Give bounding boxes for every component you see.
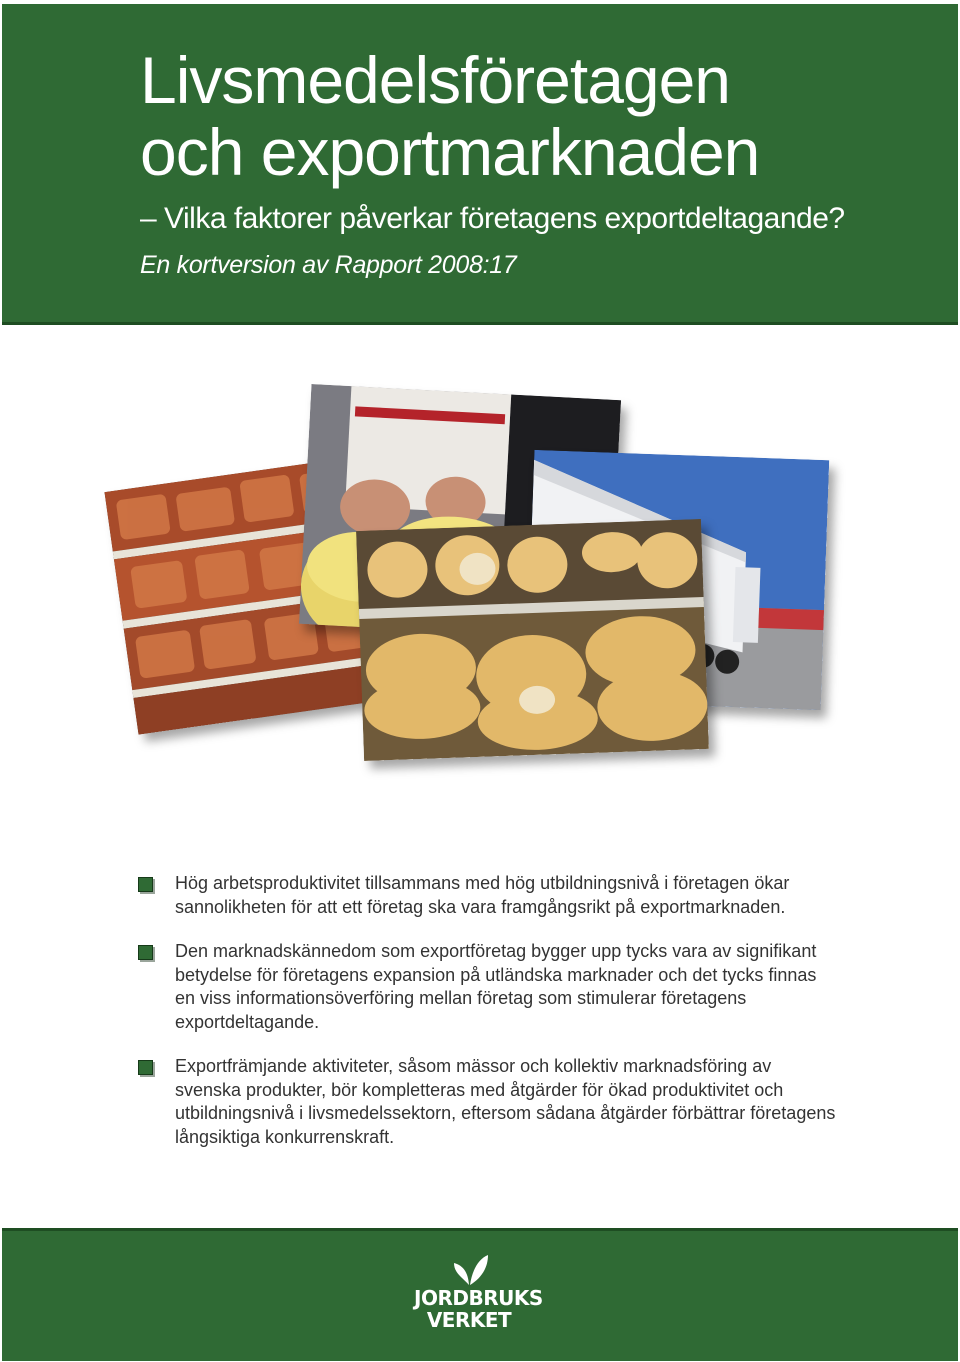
leaf-icon <box>414 1253 524 1287</box>
square-bullet-icon <box>138 877 153 892</box>
photo-cheese-shelf <box>356 519 709 761</box>
square-bullet-icon <box>138 945 153 960</box>
key-findings-list <box>138 872 838 1170</box>
list-item <box>138 872 838 919</box>
bullet-text: Exportfrämjande aktiviteter, såsom mässor och kollektiv marknadsföring av svenska produkter, bör kompletteras med åtgärder för ökad produktivitet och utbildningsnivå i livsmedelssektorn, eftersom sådana åtgärder förbättrar företagens långsiktiga konkurrenskraft. <box>175 1056 836 1147</box>
bullet-text: Hög arbetsproduktivitet tillsammans med hög utbildningsnivå i företagen ökar sannolikheten för att ett företag ska vara framgångsrikt på exportmarknaden. <box>175 873 790 917</box>
header-banner <box>2 4 958 325</box>
subtitle: – Vilka faktorer påverkar företagens exportdeltagande? <box>140 202 845 235</box>
title-line-1: Livsmedelsföretagen <box>140 43 731 117</box>
bullet-text: Den marknadskännedom som exportföretag bygger upp tycks vara av signifikant betydelse för företagens expansion på utländska marknader och det tycks finnas en viss informationsöverföring mellan företag som stimulerar företagens exportdeltagande. <box>175 941 817 1032</box>
report-version: En kortversion av Rapport 2008:17 <box>140 251 517 279</box>
title-line-2: och exportmarknaden <box>140 115 760 189</box>
square-bullet-icon <box>138 1060 153 1075</box>
footer-banner <box>2 1228 958 1361</box>
logo-text-line-2: VERKET <box>426 1308 512 1332</box>
page-title <box>140 44 759 188</box>
list-item <box>138 1055 838 1149</box>
jordbruksverket-logo <box>414 1253 543 1353</box>
list-item <box>138 940 838 1034</box>
logo-text-line-1: JORDBRUKS <box>414 1286 543 1310</box>
